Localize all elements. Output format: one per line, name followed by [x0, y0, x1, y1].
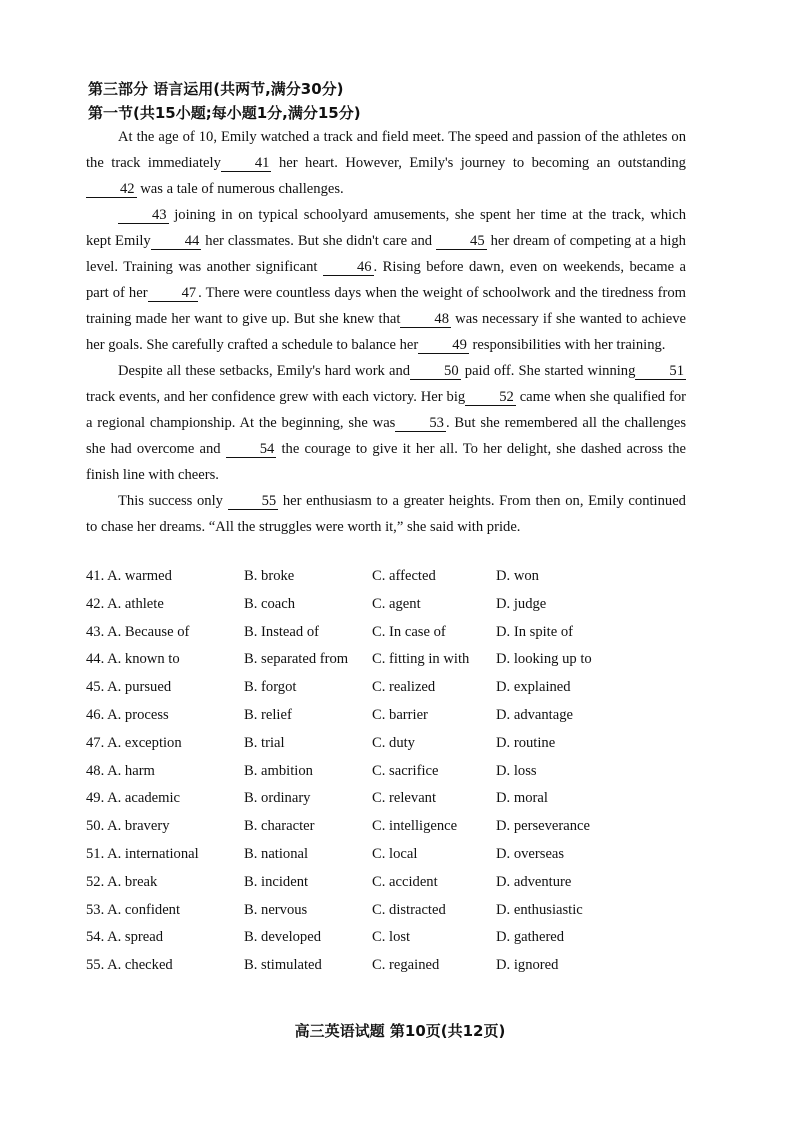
paragraph-2 — [86, 202, 686, 358]
option-a: 52. A. break — [86, 873, 158, 890]
question-row — [86, 679, 686, 707]
question-row — [86, 846, 686, 874]
blank-42: 42 — [86, 181, 137, 198]
blank-55: 55 — [228, 493, 279, 510]
passage-text: her classmates. But she didn't care and — [205, 233, 433, 249]
blank-46: 46 — [323, 259, 374, 276]
question-row — [86, 568, 686, 596]
option-c: C. accident — [372, 873, 438, 890]
passage-text: responsibilities with her training. — [472, 337, 666, 353]
question-row — [86, 790, 686, 818]
option-d: D. judge — [496, 595, 547, 612]
option-b: B. nervous — [244, 901, 308, 918]
option-c: C. affected — [372, 568, 436, 584]
blank-48: 48 — [400, 311, 451, 328]
passage-text: joining in on typical schoolyard amusements, she spent her time at the track, which kept Emily — [86, 207, 686, 249]
option-b: B. developed — [244, 929, 322, 946]
option-a: 46. A. process — [86, 706, 169, 723]
passage-text: her dream of competing at a high level. Training was another significant — [86, 233, 686, 275]
passage-text: the courage to give it her all. To her delight, she dashed across the finish line with cheers. — [86, 441, 686, 483]
question-row — [86, 596, 686, 624]
option-c: C. sacrifice — [372, 762, 439, 779]
option-d: D. loss — [496, 762, 537, 779]
passage-text: This success only — [118, 493, 223, 509]
option-b: B. character — [244, 818, 315, 835]
blank-50: 50 — [410, 363, 461, 380]
paragraph-4 — [86, 488, 686, 540]
option-a: 54. A. spread — [86, 929, 164, 946]
subsection-title: 第一节(共15小题;每小题1分,满分15分) — [88, 104, 361, 122]
option-a: 50. A. bravery — [86, 818, 170, 835]
passage-text: paid off. She started winning — [464, 363, 636, 379]
option-c: C. local — [372, 845, 418, 862]
page-footer: 高三英语试题 第10页(共12页) — [294, 1022, 506, 1040]
option-d: D. ignored — [496, 957, 559, 974]
option-c: C. lost — [372, 929, 411, 946]
option-b: B. trial — [244, 734, 285, 751]
option-c: C. regained — [372, 957, 440, 974]
option-a: 47. A. exception — [86, 734, 182, 751]
option-d: D. advantage — [496, 706, 573, 723]
option-b: B. broke — [244, 568, 295, 584]
option-a: 51. A. international — [86, 845, 199, 862]
option-d: D. won — [496, 568, 539, 584]
option-d: D. perseverance — [496, 818, 590, 835]
blank-52: 52 — [465, 389, 516, 406]
option-d: D. overseas — [496, 845, 565, 862]
passage-text: track events, and her confidence grew with each victory. Her big — [86, 389, 466, 405]
option-c: C. intelligence — [372, 818, 458, 835]
passage-text: . But she remembered all the challenges she had overcome and — [86, 415, 686, 457]
blank-45: 45 — [436, 233, 487, 250]
option-c: C. realized — [372, 679, 436, 696]
option-c: C. In case of — [372, 623, 446, 640]
option-d: D. enthusiastic — [496, 901, 583, 918]
question-row — [86, 818, 686, 846]
question-row — [86, 902, 686, 930]
option-b: B. ordinary — [244, 790, 311, 807]
passage-text: At the age of 10, Emily watched a track and field meet. The speed and passion of the athletes on the track immediately — [86, 129, 686, 171]
passage-text: was a tale of numerous challenges. — [140, 181, 344, 197]
option-c: C. relevant — [372, 790, 437, 807]
answer-options — [86, 568, 686, 985]
question-row — [86, 624, 686, 652]
passage-text: her heart. However, Emily's journey to becoming an outstanding — [278, 155, 686, 171]
cloze-passage — [86, 124, 686, 540]
question-row — [86, 957, 686, 985]
blank-41: 41 — [221, 155, 272, 172]
question-row — [86, 735, 686, 763]
option-c: C. fitting in with — [372, 651, 470, 668]
blank-43: 43 — [118, 207, 169, 224]
passage-text: . Rising before dawn, even on weekends, became a part of her — [86, 259, 686, 301]
option-d: D. In spite of — [496, 623, 574, 640]
option-b: B. separated from — [244, 651, 349, 668]
option-b: B. Instead of — [244, 623, 319, 640]
blank-44: 44 — [151, 233, 202, 250]
option-b: B. forgot — [244, 679, 297, 696]
option-d: D. moral — [496, 790, 548, 807]
section-title: 第三部分 语言运用(共两节,满分30分) — [88, 80, 344, 98]
option-c: C. agent — [372, 595, 421, 612]
option-a: 45. A. pursued — [86, 679, 172, 696]
option-b: B. incident — [244, 873, 309, 890]
option-a: 55. A. checked — [86, 957, 173, 974]
option-d: D. gathered — [496, 929, 565, 946]
option-a: 44. A. known to — [86, 651, 180, 668]
question-row — [86, 651, 686, 679]
option-a: 48. A. harm — [86, 762, 155, 779]
blank-53: 53 — [395, 415, 446, 432]
option-d: D. routine — [496, 734, 556, 751]
option-b: B. stimulated — [244, 957, 322, 974]
option-d: D. looking up to — [496, 651, 592, 668]
option-c: C. duty — [372, 734, 415, 751]
passage-text: . There were countless days when the weight of schoolwork and the tiredness from training made her want to give up. But she knew that — [86, 285, 687, 327]
option-a: 42. A. athlete — [86, 595, 164, 612]
option-d: D. explained — [496, 679, 571, 696]
blank-49: 49 — [418, 337, 469, 354]
question-row — [86, 874, 686, 902]
passage-text: her enthusiasm to a greater heights. From then on, Emily continued to chase her dreams. “All the struggles were worth it,” she said with pride. — [86, 493, 686, 535]
question-row — [86, 707, 686, 735]
passage-text: was necessary if she wanted to achieve her goals. She carefully crafted a schedule to balance her — [86, 311, 686, 353]
option-b: B. national — [244, 845, 309, 862]
passage-text: Despite all these setbacks, Emily's hard work and — [118, 363, 411, 379]
option-b: B. ambition — [244, 762, 313, 779]
option-d: D. adventure — [496, 873, 572, 890]
option-c: C. barrier — [372, 706, 428, 723]
option-a: 49. A. academic — [86, 790, 181, 807]
option-c: C. distracted — [372, 901, 446, 918]
paragraph-1 — [86, 124, 686, 202]
option-b: B. coach — [244, 595, 296, 612]
passage-text: came when she qualified for a regional championship. At the beginning, she was — [86, 389, 687, 431]
paragraph-3 — [86, 358, 686, 488]
blank-47: 47 — [148, 285, 199, 302]
option-a: 41. A. warmed — [86, 568, 172, 584]
option-a: 43. A. Because of — [86, 623, 190, 640]
blank-51: 51 — [635, 363, 686, 380]
blank-54: 54 — [226, 441, 277, 458]
option-b: B. relief — [244, 706, 292, 723]
question-row — [86, 763, 686, 791]
question-row — [86, 929, 686, 957]
option-a: 53. A. confident — [86, 901, 181, 918]
